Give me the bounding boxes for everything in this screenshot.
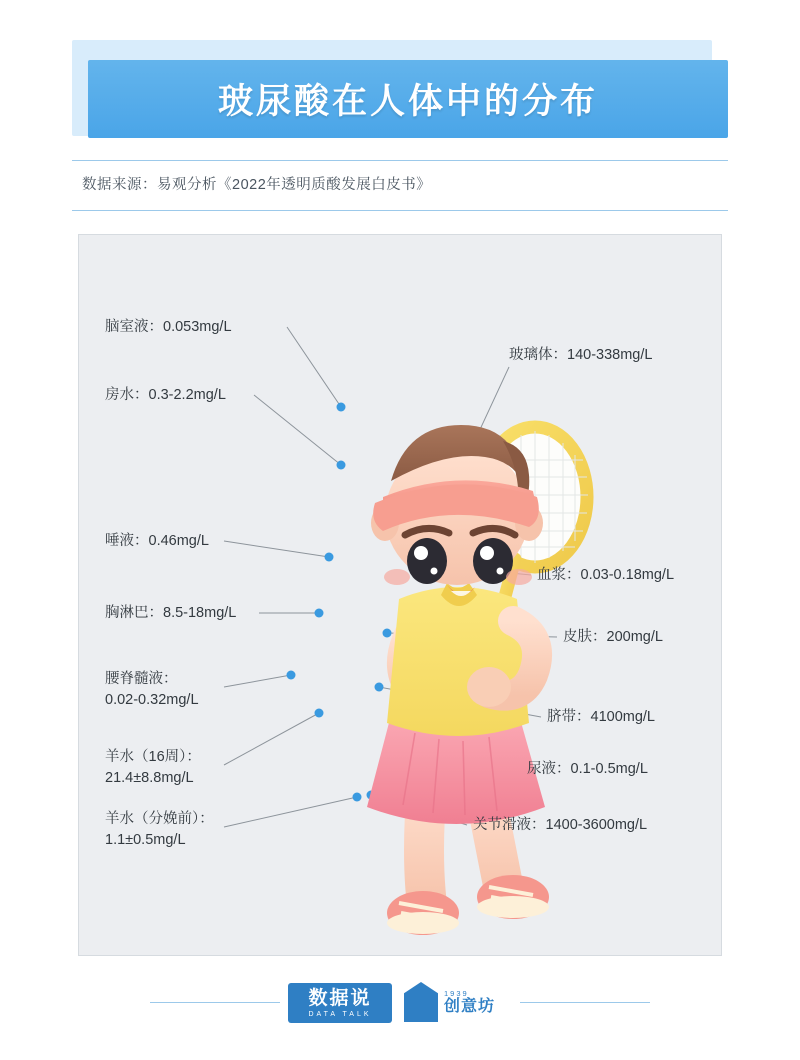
label-xionglinba: 胸淋巴：8.5-18mg/L — [105, 605, 237, 621]
divider-bottom — [72, 210, 728, 211]
brand2-name: 创意坊 — [444, 997, 496, 1015]
label-tuoye: 唾液：0.46mg/L — [105, 533, 209, 549]
label-pifu: 皮肤：200mg/L — [563, 629, 663, 645]
brand-name-en: DATA TALK — [308, 1010, 372, 1018]
label-guanjiehuaye: 关节滑液：1400-3600mg/L — [473, 817, 648, 833]
character-illustration — [317, 385, 627, 945]
label-xuejiang: 血浆：0.03-0.18mg/L — [537, 567, 675, 583]
shield-icon — [404, 982, 438, 1022]
label-fangshui: 房水：0.3-2.2mg/L — [105, 387, 226, 403]
footer-divider-right — [520, 1002, 650, 1003]
title-block — [72, 40, 728, 148]
footer-divider-left — [150, 1002, 280, 1003]
label-boliti: 玻璃体：140-338mg/L — [509, 347, 653, 363]
label-naoshiye: 脑室液：0.053mg/L — [105, 319, 232, 335]
title-banner — [88, 60, 728, 138]
brand-logo-chuangyifang — [404, 982, 495, 1022]
label-yaojisuiye: 腰脊髓液： 0.02-0.32mg/L — [105, 671, 199, 709]
label-yangshui-16zhou: 羊水（16周）： 21.4±8.8mg/L — [105, 749, 201, 787]
brand-name-cn: 数据说 — [308, 987, 372, 1009]
brand-logo-shujushuo — [288, 983, 392, 1023]
label-qidai: 脐带：4100mg/L — [547, 709, 655, 725]
diagram-panel — [78, 234, 722, 956]
divider-top — [72, 160, 728, 161]
head — [371, 425, 543, 596]
label-yangshui-fenmianqian: 羊水（分娩前）： 1.1±0.5mg/L — [105, 811, 214, 849]
brand2-year: 1939 — [444, 988, 469, 998]
data-source-text: 数据来源：易观分析《2022年透明质酸发展白皮书》 — [82, 177, 432, 193]
page-title: 玻尿酸在人体中的分布 — [217, 82, 598, 121]
label-niaoye: 尿液：0.1-0.5mg/L — [527, 761, 648, 777]
